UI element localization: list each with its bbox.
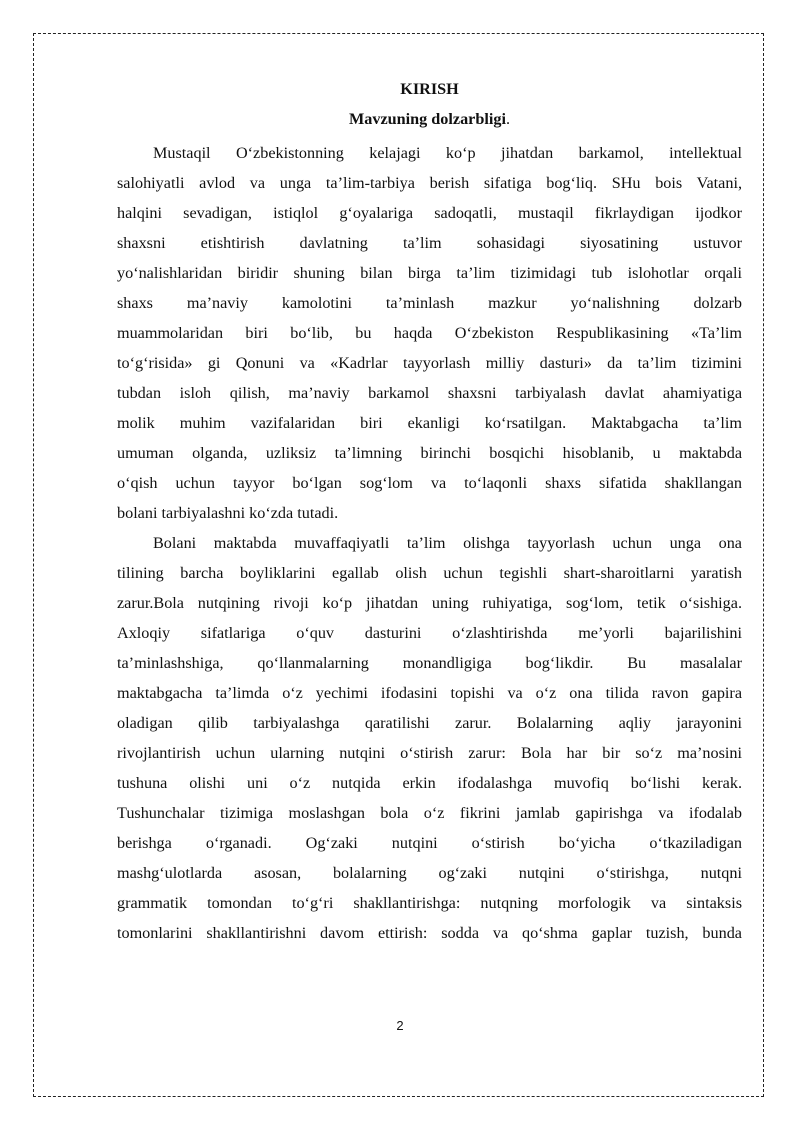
paragraph-line: Bolani maktabda muvaffaqiyatli ta’lim olishga tayyorlash uchun unga ona: [153, 534, 742, 552]
paragraph-1: [117, 138, 742, 528]
paragraph-line: mashg‘ulotlarda asosan, bolalarning og‘zaki nutqini o‘stirishga, nutqni: [117, 864, 742, 882]
paragraph-line: rivojlantirish uchun ularning nutqini o‘stirish zarur: Bola har bir so‘z ma’nosini: [117, 744, 742, 762]
paragraph-line: Mustaqil O‘zbekistonning kelajagi ko‘p jihatdan barkamol, intellektual: [153, 144, 742, 162]
paragraph-line: shaxsni etishtirish davlatning ta’lim sohasidagi siyosatining ustuvor: [117, 234, 742, 252]
paragraph-line: ta’minlashshiga, qo‘llanmalarning monandligiga bog‘likdir. Bu masalalar: [117, 654, 742, 672]
page-number: 2: [396, 1018, 404, 1033]
paragraph-line: to‘g‘risida» gi Qonuni va «Kadrlar tayyorlash milliy dasturi» da ta’lim tizimini: [117, 354, 742, 372]
paragraph-line: Axloqiy sifatlariga o‘quv dasturini o‘zlashtirishda me’yorli bajarilishini: [117, 624, 742, 642]
paragraph-line: zarur.Bola nutqining rivoji ko‘p jihatdan uning ruhiyatiga, sog‘lom, tetik o‘sishiga.: [117, 594, 742, 612]
document-subheading: [117, 104, 742, 134]
paragraph-line: halqini sevadigan, istiqlol g‘oyalariga sadoqatli, mustaqil fikrlaydigan ijodkor: [117, 204, 742, 222]
paragraph-line: yo‘nalishlaridan biridir shuning bilan birga ta’lim tizimidagi tub islohotlar orqali: [117, 264, 742, 282]
paragraph-line: molik muhim vazifalaridan biri ekanligi ko‘rsatilgan. Maktabgacha ta’lim: [117, 414, 742, 432]
paragraph-line: tubdan isloh qilish, ma’naviy barkamol shaxsni tarbiyalash davlat ahamiyatiga: [117, 384, 742, 402]
paragraph-line: tushuna olishi uni o‘z nutqida erkin ifodalashga muvofiq bo‘lishi kerak.: [117, 774, 742, 792]
paragraph-line: bolani tarbiyalashni ko‘zda tutadi.: [117, 504, 339, 522]
subheading-text: Mavzuning dolzarbligi: [349, 110, 506, 128]
paragraph-line: tomonlarini shakllantirishni davom ettirish: sodda va qo‘shma gaplar tuzish, bunda: [117, 924, 742, 942]
paragraph-2: [117, 528, 742, 948]
paragraph-line: umuman olganda, uzliksiz ta’limning birinchi bosqichi hisoblanib, u maktabda: [117, 444, 742, 462]
document-body: [117, 74, 742, 948]
document-heading: KIRISH: [400, 80, 459, 98]
paragraph-line: muammolaridan biri bo‘lib, bu haqda O‘zbekiston Respublikasining «Ta’lim: [117, 324, 742, 342]
paragraph-line: grammatik tomondan to‘g‘ri shakllantirishga: nutqning morfologik va sintaksis: [117, 894, 742, 912]
paragraph-line: o‘qish uchun tayyor bo‘lgan sog‘lom va to‘laqonli shaxs sifatida shakllangan: [117, 474, 742, 492]
paragraph-line: salohiyatli avlod va unga ta’lim-tarbiya berish sifatiga bog‘liq. SHu bois Vatani,: [117, 174, 742, 192]
paragraph-line: berishga o‘rganadi. Og‘zaki nutqini o‘stirish bo‘yicha o‘tkaziladigan: [117, 834, 742, 852]
paragraph-line: Tushunchalar tizimiga moslashgan bola o‘z fikrini jamlab gapirishga va ifodalab: [117, 804, 742, 822]
paragraph-line: maktabgacha ta’limda o‘z yechimi ifodasini topishi va o‘z ona tilida ravon gapira: [117, 684, 742, 702]
paragraph-line: tilining barcha boyliklarini egallab olish uchun tegishli shart-sharoitlarni yaratish: [117, 564, 742, 582]
subheading-suffix: .: [505, 110, 510, 128]
paragraph-line: oladigan qilib tarbiyalashga qaratilishi zarur. Bolalarning aqliy jarayonini: [117, 714, 742, 732]
paragraph-line: shaxs ma’naviy kamolotini ta’minlash mazkur yo‘nalishning dolzarb: [117, 294, 742, 312]
